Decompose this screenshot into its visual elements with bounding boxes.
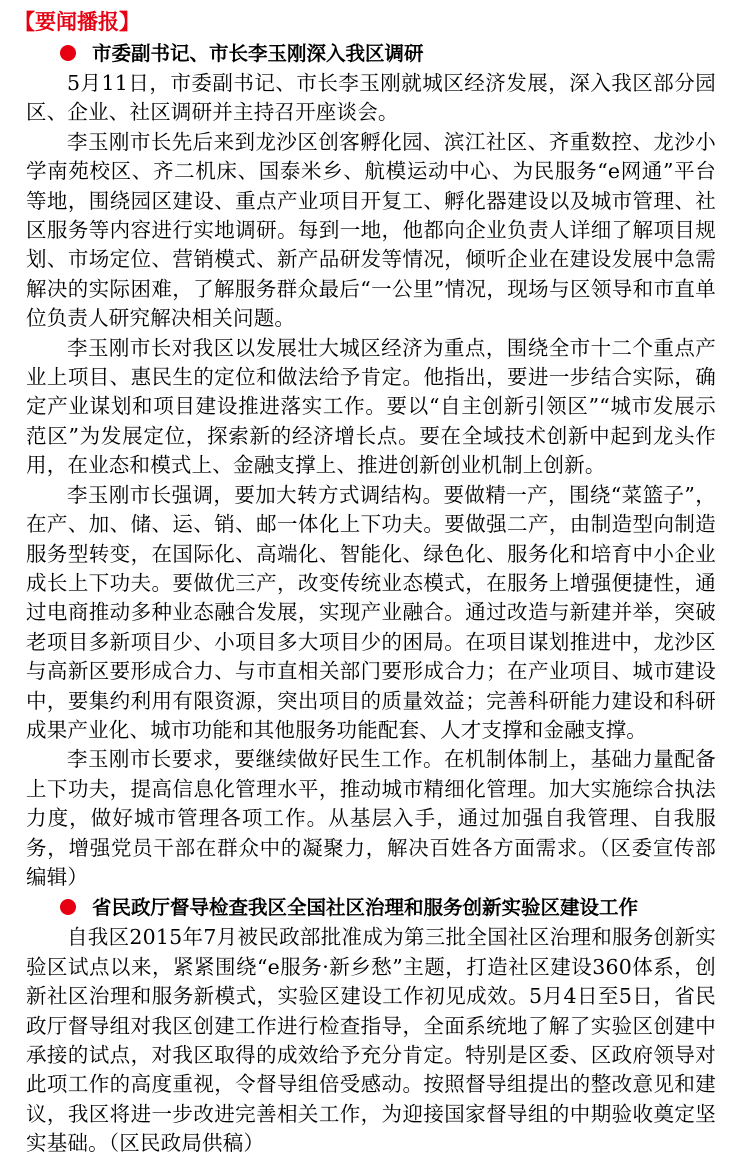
article-1: [26, 38, 716, 892]
article-title-text: 省民政厅督导检查我区全国社区治理和服务创新实验区建设工作: [92, 896, 639, 920]
article-paragraph: 李玉刚市长对我区以发展壮大城区经济为重点，围绕全市十二个重点产业上项目、惠民生的定位和做法给予肯定。他指出，要进一步结合实际，确定产业谋划和项目建设推进落实工作。要以“自主创新引领区”“城市发展示范区”为发展定位，探索新的经济增长点。要在全域技术创新中起到龙头作用，在业态和模式上、金融支撑上、推进创新创业机制上创新。: [26, 335, 716, 478]
article-title-text: 市委副书记、市长李玉刚深入我区调研: [92, 42, 424, 65]
article-paragraph: 自我区2015年7月被民政部批准成为第三批全国社区治理和服务创新实验区试点以来，紧紧围绕“e服务·新乡愁”主题，打造社区建设360体系，创新社区治理和服务新模式，实验区建设工作初见成效。5月4日至5日，省民政厅督导组对我区创建工作进行检查指导，全面系统地了解了实验区创建中承接的试点，对我区取得的成效给予充分肯定。特别是区委、区政府领导对此项工作的高度重视，令督导组倍受感动。按照督导组提出的整改意见和建议，我区将进一步改进完善相关工作，为迎接国家督导组的中期验收奠定坚实基础。（区民政局供稿）: [26, 925, 716, 1156]
article-paragraph: 李玉刚市长先后来到龙沙区创客孵化园、滨江社区、齐重数控、龙沙小学南苑校区、齐二机床、国泰米乡、航模运动中心、为民服务“e网通”平台等地，围绕园区建设、重点产业项目开复工、孵化器建设以及城市管理、社区服务等内容进行实地调研。每到一地，他都向企业负责人详细了解项目规划、市场定位、营销模式、新产品研发等情况，倾听企业在建设发展中急需解决的实际困难，了解服务群众最后“一公里”情况，现场与区领导和市直单位负责人研究解决相关问题。: [26, 129, 716, 331]
bullet-icon: [60, 45, 76, 61]
article-paragraph: 李玉刚市长强调，要加大转方式调结构。要做精一产，围绕“菜篮子”，在产、加、储、运、销、邮一体化上下功夫。要做强二产，由制造型向制造服务型转变，在国际化、高端化、智能化、绿色化、服务化和培育中小企业成长上下功夫。要做优三产，改变传统业态模式，在服务上增强便捷性，通过电商推动多种业态融合发展，实现产业融合。通过改造与新建并举，突破老项目多新项目少、小项目多大项目少的困局。在项目谋划推进中，龙沙区与高新区要形成合力、与市直相关部门要形成合力；在产业项目、城市建设中，要集约利用有限资源，突出项目的质量效益；完善科研能力建设和科研成果产业化、城市功能和其他服务功能配套、人才支撑和金融支撑。: [26, 482, 716, 742]
section-header: 【要闻播报】: [14, 10, 140, 34]
article-paragraph: 李玉刚市长要求，要继续做好民生工作。在机制体制上，基础力量配备上下功夫，提高信息化管理水平，推动城市精细化管理。加大实施综合执法力度，做好城市管理各项工作。从基层入手，通过加强自我管理、自我服务，增强党员干部在群众中的凝聚力，解决百姓各方面需求。（区委宣传部编辑）: [26, 747, 716, 889]
bullet-icon: [60, 899, 76, 915]
article-paragraph: 5月11日，市委副书记、市长李玉刚就城区经济发展，深入我区部分园区、企业、社区调研并主持召开座谈会。: [26, 71, 716, 125]
article-title: [26, 38, 716, 69]
article-2: [26, 892, 716, 1158]
article-title: [26, 892, 716, 923]
